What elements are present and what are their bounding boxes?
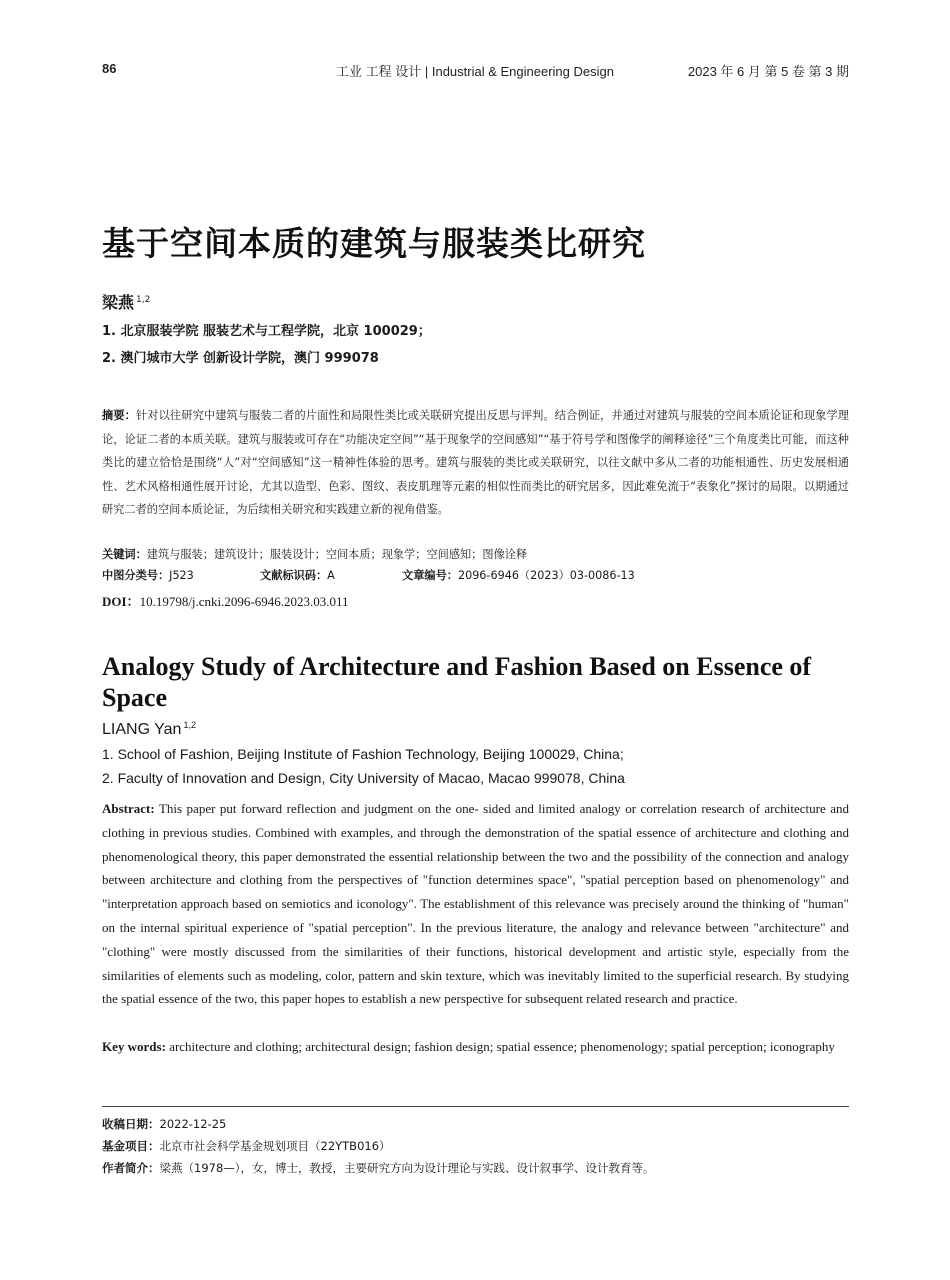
paper-title-cn: 基于空间本质的建筑与服装类比研究 — [102, 224, 646, 263]
received-date: 收稿日期：2022-12-25 — [102, 1117, 227, 1131]
abstract-en — [102, 797, 849, 1011]
abstract-text-cn: 针对以往研究中建筑与服装二者的片面性和局限性类比或关联研究提出反思与评判。结合例证，并通过对建筑与服装的空间本质论证和现象学理论，论证二者的本质关联。建筑与服装或可存在“功能决定空间”“基于现象学的空间感知”“基于符号学和图像学的阐释途径”三个角度类比可能，而这种类比的建立恰恰是围绕“人”对“空间感知”这一精神性体验的思考。建筑与服装的类比或关联研究，以往文献中多从二者的功能相通性、历史发展相通性、艺术风格相通性展开讨论，尤其以造型、色彩、图纹、表皮肌理等元素的相似性而类比的研究居多，因此难免流于“表象化”探讨的局限。以期通过研究二者的空间本质论证，为后续相关研究和实践建立新的视角借鉴。 — [102, 409, 849, 517]
abstract-text-en: This paper put forward reflection and judgment on the one- sided and limited analogy or correlation research of architecture and clothing in previous studies. Combined with examples, and through the demonstration of the spatial essence of architecture and clothing and phenomenological theory, this paper demonstrated the essential relationship between the two and the possibility of the connection and analogy between architecture and clothing from the perspectives of "function determines space", "spatial perception based on phenomenology" and "interpretation approach based on semiotics and iconology". The establishment of this relevance was precisely around the thinking of "human" on the internal spiritual experience of "spatial perception". In the previous literature, the analogy and relevance between "architecture" and "clothing" were mostly discussed from the similarities of their functions, historical development and artistic style, especially from the similarities of elements such as modeling, color, pattern and skin texture, which was inevitably limited to the superficial research. By studying the spatial essence of the two, this paper hopes to establish a new perspective for subsequent related research and practice. — [102, 801, 850, 1007]
doi-link[interactable]: 10.19798/j.cnki.2096-6946.2023.03.011 — [139, 594, 349, 609]
fund-project: 基金项目：北京市社会科学基金规划项目（22YTB016） — [102, 1139, 391, 1153]
issue-info: 2023 年 6 月 第 5 卷 第 3 期 — [687, 64, 849, 79]
article-number: 文章编号：2096-6946（2023）03-0086-13 — [402, 569, 635, 582]
keywords-en — [102, 1035, 849, 1059]
affiliation-en-2: 2. Faculty of Innovation and Design, City University of Macao, Macao 999078, China — [102, 770, 625, 786]
keywords-text-en: architecture and clothing; architectural design; fashion design; spatial essence; phenomenology; spatial perception; iconography — [169, 1039, 835, 1054]
affiliation-cn-1: 1. 北京服装学院 服装艺术与工程学院，北京 100029； — [102, 324, 431, 339]
abstract-label-cn: 摘要： — [102, 409, 136, 422]
doi: DOI：10.19798/j.cnki.2096-6946.2023.03.011 — [102, 594, 349, 609]
affiliation-en-1: 1. School of Fashion, Beijing Institute of Fashion Technology, Beijing 100029, China; — [102, 746, 624, 762]
author-cn — [102, 290, 150, 313]
author-affil-marker-en: 1,2 — [183, 720, 196, 730]
author-bio: 作者简介：梁燕（1978—），女，博士，教授，主要研究方向为设计理论与实践、设计叙事学、设计教育等。 — [102, 1161, 655, 1175]
keywords-text-cn: 建筑与服装；建筑设计；服装设计；空间本质；现象学；空间感知；图像诠释 — [146, 548, 528, 561]
footnote-divider — [102, 1106, 849, 1107]
keywords-label-en: Key words: — [102, 1039, 166, 1054]
author-affil-marker-cn: 1,2 — [136, 295, 151, 305]
journal-name: 工业 工程 设计 | Industrial & Engineering Design — [336, 64, 614, 79]
page-number: 86 — [102, 61, 117, 76]
abstract-label-en: Abstract: — [102, 801, 155, 816]
abstract-cn — [102, 404, 849, 522]
keywords-label-cn: 关键词： — [102, 548, 147, 561]
author-name-en: LIANG Yan — [102, 721, 182, 738]
author-name-cn: 梁燕 — [102, 293, 135, 312]
author-en — [102, 720, 196, 739]
document-code: 文献标识码：A — [260, 569, 335, 582]
keywords-cn — [102, 543, 849, 567]
clc-code: 中图分类号：J523 — [102, 569, 194, 582]
affiliation-cn-2: 2. 澳门城市大学 创新设计学院，澳门 999078 — [102, 351, 379, 366]
paper-title-en: Analogy Study of Architecture and Fashion Based on Essence of Space — [102, 652, 812, 712]
